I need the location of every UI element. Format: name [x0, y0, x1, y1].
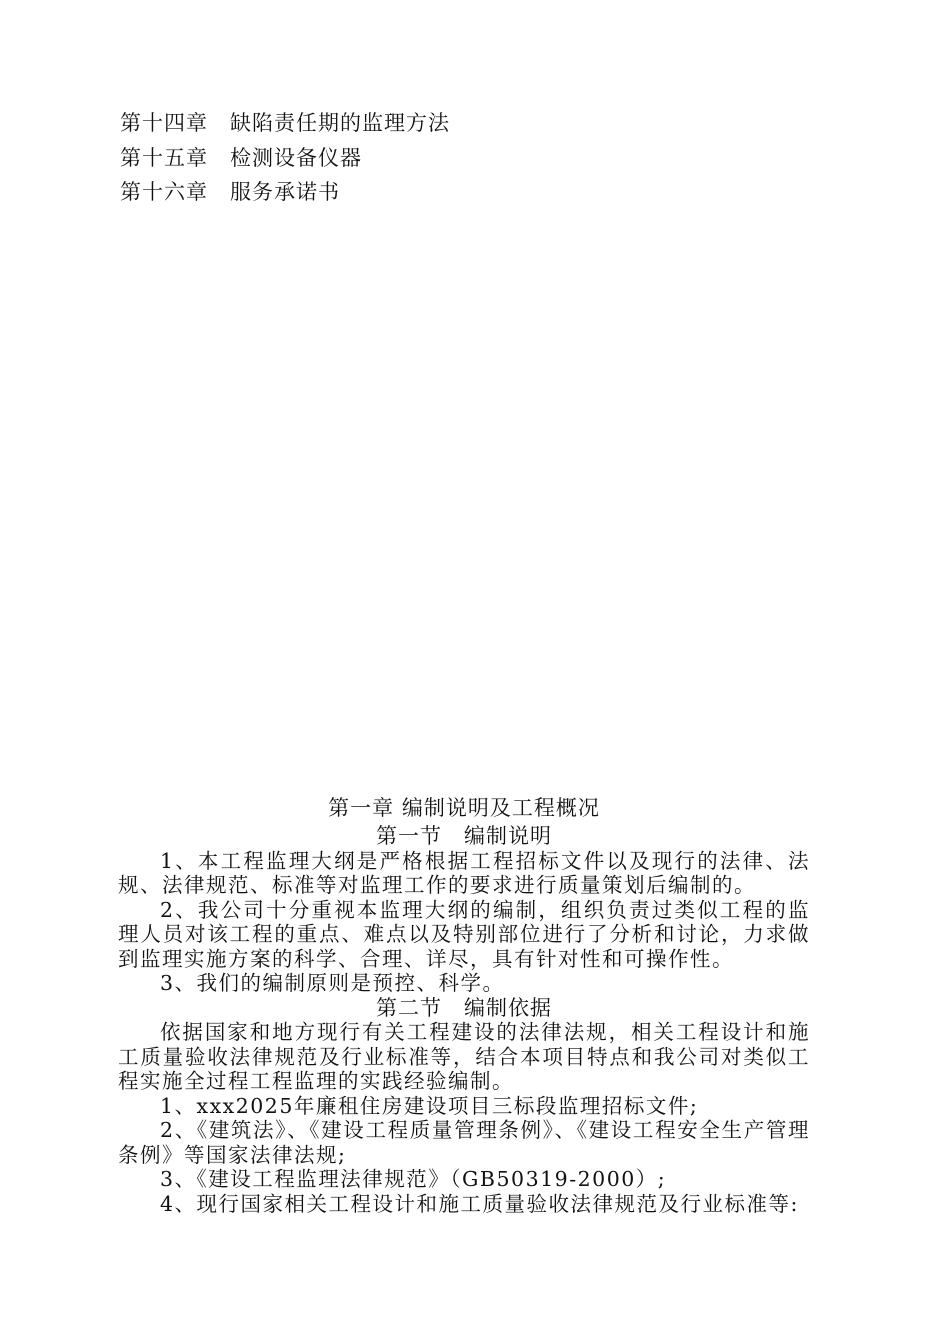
toc-chapter-number: 第十四章 [120, 111, 208, 135]
toc-entry-14 [120, 106, 820, 141]
toc-chapter-number: 第十五章 [120, 145, 208, 170]
toc-chapter-title: 服务承诺书 [230, 180, 340, 204]
table-of-contents [120, 106, 820, 210]
paragraph: 3、我们的编制原则是预控、科学。 [160, 971, 505, 995]
section-title-compilation-basis: 第二节 编制依据 [376, 995, 552, 1020]
paragraph: 2、《建筑法》、《建设工程质量管理条例》、《建设工程安全生产管理条例》等国家法律法规; [118, 1118, 810, 1167]
toc-chapter-number: 第十六章 [120, 180, 208, 204]
paragraph: 1、本工程监理大纲是严格根据工程招标文件以及现行的法律、法规、法律规范、标准等对监理工作的要求进行质量策划后编制的。 [118, 848, 810, 897]
paragraph: 2、我公司十分重视本监理大纲的编制，组织负责过类似工程的监理人员对该工程的重点、难点以及特别部位进行了分析和讨论，力求做到监理实施方案的科学、合理、详尽，具有针对性和可操作性。 [118, 897, 810, 971]
paragraph: 3、《建设工程监理法律规范》（GB50319-2000）; [160, 1167, 667, 1191]
toc-entry-16 [120, 175, 820, 210]
toc-chapter-title: 检测设备仪器 [230, 145, 362, 170]
paragraph: 依据国家和地方现行有关工程建设的法律法规，相关工程设计和施工质量验收法律规范及行业标准等，结合本项目特点和我公司对类似工程实施全过程工程监理的实践经验编制。 [118, 1020, 810, 1093]
chapter-one [118, 792, 810, 1216]
toc-entry-15 [120, 141, 820, 176]
paragraph: 4、现行国家相关工程设计和施工质量验收法律规范及行业标准等: [160, 1191, 799, 1216]
chapter-title: 第一章 编制说明及工程概况 [328, 796, 600, 820]
toc-chapter-title: 缺陷责任期的监理方法 [230, 111, 450, 135]
paragraph: 1、xxx2025年廉租住房建设项目三标段监理招标文件; [160, 1093, 699, 1118]
section-title-compilation-notes: 第一节 编制说明 [376, 824, 552, 848]
